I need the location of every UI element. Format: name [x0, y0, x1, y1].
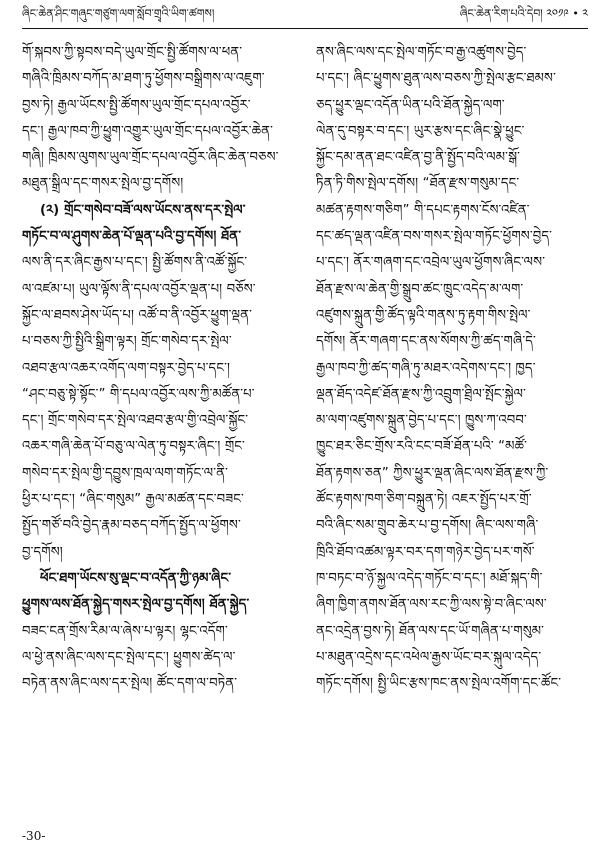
text-line: དང་ཚད་ལྡན་འཛིན་བས་གསར་སྤེལ་གཏོང་ཕྱོགས་བྱེད་: [316, 229, 553, 245]
text-line: ལ་ཕྱེ་ནས་ཞིང་ལས་དང་སྤེལ་དང་། ཕྱུགས་ཚེད་ལ་: [22, 649, 236, 665]
text-line: གཞི། ཁྲིམས་ལུགས་ཡུལ་གྲོང་དཔལ་འབྱོར་ཞིང་ཆེན་བཅས་: [22, 150, 279, 166]
text-line: བཏེན་ནས་ཞིང་ལས་དར་སྤེལ། ཚོང་དག་ལ་བཏེན་: [22, 676, 238, 692]
text-line: ལ་འཛམ་པ། ཡུལ་ལྟོས་ནི་དཔལ་འབྱོར་ལྡན་པ། བཅོས་: [22, 281, 256, 297]
text-line: པ་དང་། ཞིང་ཕྱུགས་ཐུན་ལས་བཅས་ཀྱི་སྤེལ་རྩང་ཐམས་: [316, 71, 557, 87]
text-line: དང་། རྒྱལ་ཁབ་ཀྱི་ཕྱུག་འགྱུར་ཡུལ་གྲོང་དཔལ་འབྱོར་ཆེན་: [22, 123, 274, 139]
text-line: པ་མཐུན་འདྲེས་དང་འཕེལ་རྒྱས་ཡོང་བར་སྐུལ་འདེད་: [316, 649, 542, 665]
right-column: [316, 40, 588, 819]
text-line: འཆར་གཞི་ཆེན་པོ་བཅུ་ལ་ལེན་ཏུ་བསྟར་ཞིང་། གྲོང་: [22, 439, 245, 455]
issue-info: ཞིང་ཆེན་རིག་པའི་དེབ། ༢༠༡༩ • ༢: [459, 6, 588, 20]
text-line: ལྡན་ཐོད་འདེཛ་ཐོན་རྫས་ཀྱི་འབྲུག་ཐྲིལ་སྤོང་སྐྱེལ་: [316, 386, 527, 402]
left-column: [22, 40, 294, 819]
text-line: པ་བཅས་ཀྱི་སྤྱིའི་སྒྲིག་ལྟར། གྲོང་གསེབ་དར་སྤེལ་: [22, 334, 232, 350]
text-line: ནང་འདྲེན་བྱས་ཏེ། ཐོན་ལས་དང་ཡོ་གཞིན་པ་གསུམ་: [316, 623, 545, 639]
text-line: གསེབ་དར་སྤེལ་གྱི་དབྱུས་ཁྲལ་ལག་གཏོང་ལ་ནི་: [22, 465, 229, 481]
text-line: གཞིའི་ཁྲིམས་བཀོད་མ་ཐག་ཏུ་ཕྱོགས་བསྒྲིགས་ལ་འཇུག་: [22, 71, 265, 87]
text-line: བཟང་ངན་གྲོས་རིམ་ལ་ཞེས་པ་ལྟར། ལྷང་འདོག་: [22, 623, 228, 639]
text-line: ཕོང་ཐག་ཡོངས་སུ་ལྡང་བ་འདོན་ཀྱི་ཉམ་ཞིང་: [40, 570, 232, 586]
text-line: ཞིག་ཁྱིག་ནགས་ཐོན་ལས་རང་ཀྱི་ལས་སྟེ་བ་ཞིང་ལས་: [316, 597, 547, 613]
text-line: ཁྱུང་ཐར་ཅིང་གྲོས་རའི་ངང་བཟོ་ཐོན་པའི་ “མཚོ་: [316, 439, 527, 455]
text-line: མཚན་རྟགས་གཅིག” གི་དཔང་རྟགས་ངོས་འཛིན་: [316, 202, 530, 218]
text-line: མཐུན་སྒྲིལ་དང་གསར་སྤེལ་བྱ་དགོས།: [22, 176, 184, 192]
text-line: ལས་ནི་དར་ཞིང་རྒྱས་པ་དང་། སྤྱི་ཚོགས་ནི་འཚོ་སྐྱོང་: [22, 255, 248, 271]
text-line: ཕྱུགས་ལས་ཐོན་སྐྱེད་གསར་སྤེལ་བྱ་དགོས། ཐོན་སྐྱེད་: [22, 597, 250, 613]
text-line: གོ་སྐབས་ཀྱི་སྟབས་བདེ་ཡུལ་གྲོང་སྤྱི་ཚོགས་ལ་ཕན་: [22, 45, 243, 60]
text-line: ཕྱིར་པ་དང་། “ཞིང་གསུམ” རྒྱལ་མཚན་དང་བཟང་: [22, 492, 244, 508]
journal-title: ཞིང་ཆེན་ཤིང་གཞུང་གཙུག་ལག་སློབ་གྲྭའི་ཡིག་ཚགས།: [22, 6, 215, 20]
text-line: ཐོན་རྟགས་ཅན” ཀྱིས་ཕྱུར་ལྡན་ཞིང་ལས་ཐོན་རྫས་ཀྱི་: [316, 465, 549, 481]
running-header: [22, 6, 588, 26]
text-line: ཚོང་རྟགས་ཁག་ཅིག་བསྐྲུན་ཏེ། འཇར་སྤྱོད་པར་གྲོ་: [316, 492, 532, 508]
text-line: “ཤང་བཅུ་སྟེ་སྟོང་” གི་དཔལ་འབྱོར་ལས་ཀྱི་མཚོན་པ་: [22, 386, 255, 402]
text-line: དགོས། ནོར་གཞག་དང་ནས་སོགས་ཀྱི་ཚད་གཞི་དེ་: [316, 334, 536, 350]
text-line: བའི་ཞིང་སམ་གྲུབ་ཆེར་པ་བྱ་དགོས། ཞིང་ལས་གཞི་: [316, 518, 539, 534]
text-line: བྱ་དགོས།: [22, 544, 63, 560]
text-line: མ་ལག་འཛུགས་སྐྲུན་བྱེད་པ་དང་། ཁྱུས་ཀ་འབབ་: [316, 413, 527, 429]
text-line: ཁྲིའི་ཐོབ་འཚམ་ལྟར་བར་དག་གཉེར་བྱེད་པར་གསོ་: [316, 544, 535, 560]
text-line: སྐྱོང་ལ་ཐབས་ཤེས་ཡོད་པ། འཚོ་བ་ནི་འབྱོར་ཕྱུག་ལྡན་: [22, 307, 252, 323]
body-columns: [22, 40, 588, 819]
text-line: (༢) གྲོང་གསེབ་བཟོ་ལས་ཡོངས་ནས་དར་སྤེལ་: [40, 202, 246, 218]
text-line: བྱས་ཏེ། རྒྱལ་ཡོངས་སྤྱི་ཚོགས་ཡུལ་གྲོང་དཔལ་འབྱོར་: [22, 97, 251, 113]
text-line: གཏོང་བ་ལ་ཤུགས་ཆེན་པོ་ལྡན་པའི་བྱ་དགོས། ཐོན་: [22, 229, 242, 245]
text-line: ཁ་བཏང་བ་ཉོ་སྐྱལ་འདེད་གཏོང་བ་དང་། མཐོ་སྐད་གི་: [316, 570, 543, 586]
text-line: ཐོན་རྫས་ལ་ཆེན་གྱི་སྒྲུབ་ཚང་ཁྲུང་འདེད་མ་ལག་: [316, 281, 524, 297]
text-line: པ་དང་། ནོར་གཞག་དང་འབྲེལ་ཡུལ་ཕྱོགས་ཞིང་ལས་: [316, 255, 546, 271]
text-line: ལེན་དུ་བསྟར་བ་དང་། ཡུར་རྩས་དང་ཞིང་སྣེ་ཕྱུང་: [316, 123, 525, 139]
text-line: སྤྱོད་གཙོ་བའི་བྱེད་རྣམ་བཅད་བཀོད་སྤྱོད་ལ་ཕྱོགས་: [22, 518, 241, 534]
text-line: དང་། གྲོང་གསེབ་དར་སྤེལ་འཐབ་རྩལ་གྱི་འབྲེལ་སྐྱོང་: [22, 413, 249, 429]
text-line: འཛུགས་སྐྲུན་གྱི་ཚོད་ལྟའི་གནས་ཏུ་རྟག་གིས་སྤེལ་: [316, 307, 531, 323]
page-number: -30-: [22, 829, 46, 843]
header-rule: [22, 28, 588, 29]
text-line: འཐབ་རྩལ་འཆར་འགོད་ལག་བསྟར་བྱེད་པ་དང་།: [22, 360, 231, 376]
text-line: ནས་ཞིང་ལས་དང་སྤེལ་གཏོང་བ་རྒྱ་འཚུགས་བྱེད་: [316, 45, 527, 60]
text-line: རྒྱལ་ཁབ་ཀྱི་ཚད་གཞི་ཏུ་མཐར་འདེགས་དང་། ཁྱད་: [316, 360, 536, 376]
text-line: ཅད་ཕྱུར་ལྡང་འདོན་ཡིན་པའི་ཐོན་སྐྱེད་ལག་: [316, 97, 505, 113]
text-line: སྐྱོང་དམ་ནན་ཐང་འཛིན་བྱ་ནི་སྤྱོད་བའི་ལམ་སྒོ་: [316, 150, 521, 166]
text-line: གཏོང་དགོས། སྤྱི་ཡིང་རྩས་ཁང་ནས་སྤེལ་འགོག་དང་ཚོང་: [316, 676, 562, 692]
text-line: ཏིན་ཏི་གིས་སྤེལ་དགོས། “ཐོན་རྫས་གསུམ་དང་: [316, 176, 520, 192]
